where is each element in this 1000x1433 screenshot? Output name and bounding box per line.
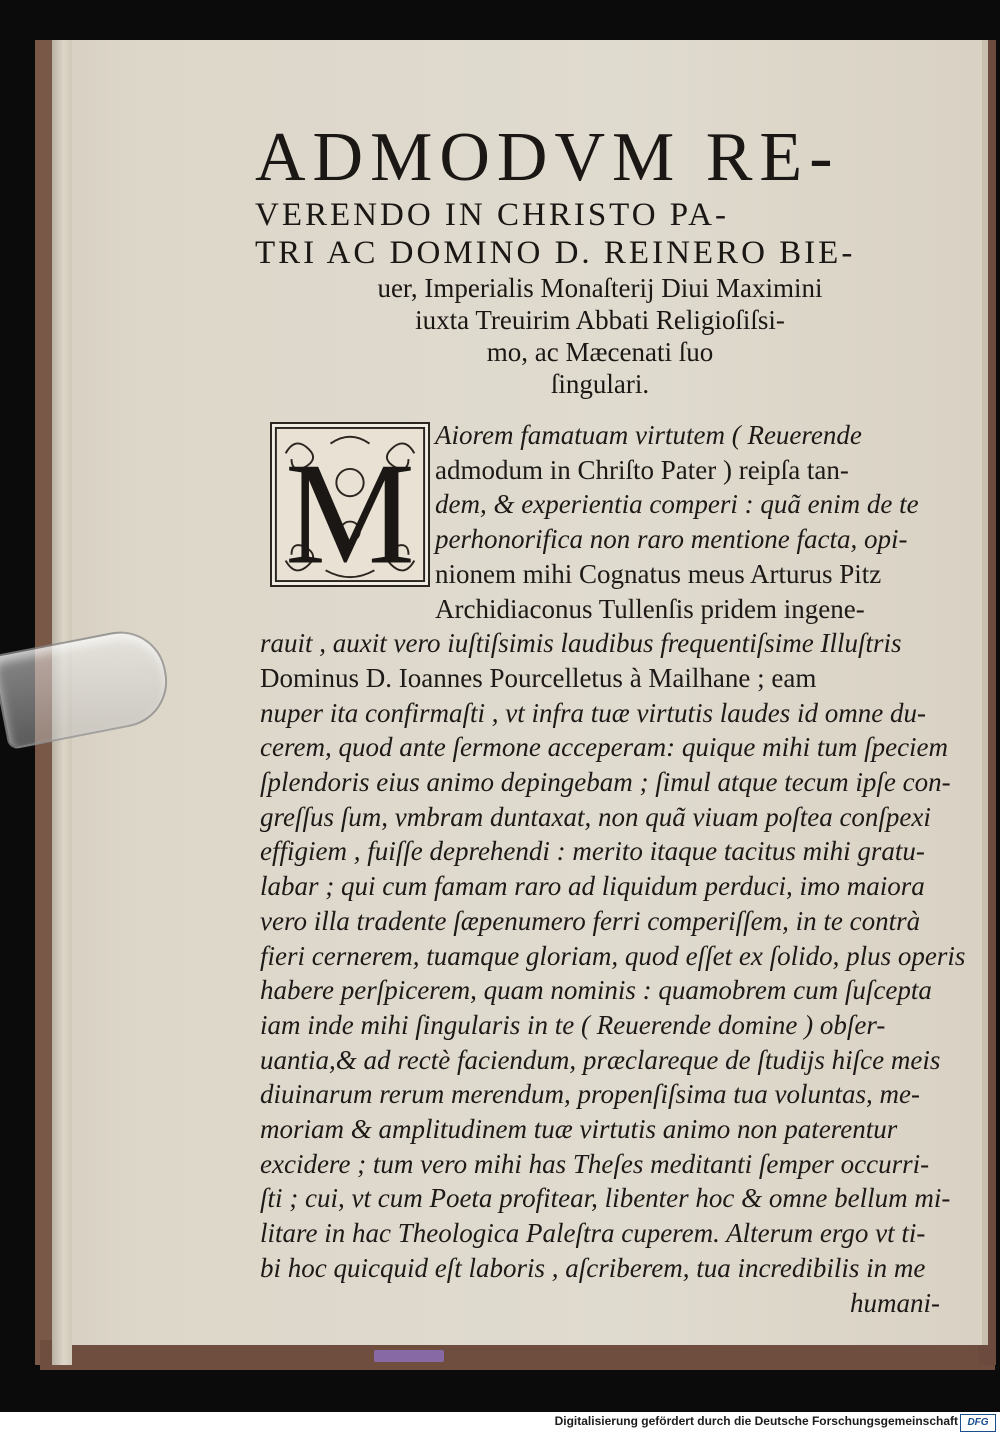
body-line: bi hoc quicquid eſt laboris , aſcriberem, tua incredibilis in me — [260, 1252, 926, 1283]
title-line-2: VERENDO IN CHRISTO PA- — [255, 197, 729, 233]
body-line: ſti ; cui, vt cum Poeta profitear, libenter hoc & omne bellum mi- — [260, 1183, 951, 1214]
dfg-logo: DFG — [960, 1414, 996, 1432]
body-line: vero illa tradente ſæpenumero ferri comperiſſem, in te contrà — [260, 905, 921, 936]
decorated-initial — [270, 422, 430, 587]
title-line-4: uer, Imperialis Monaſterij Diui Maximini — [377, 273, 823, 303]
body-line: Dominus D. Ioannes Pourcelletus à Mailhane ; eam — [260, 662, 817, 693]
title-line-5: iuxta Treuirim Abbati Religioſiſsi- — [415, 305, 785, 335]
body-line: Aiorem famatuam virtutem ( Reuerende — [435, 420, 862, 450]
title-line-1: ADMODVM RE- — [255, 119, 840, 196]
body-line: Archidiaconus Tullenſis pridem ingene- — [435, 593, 865, 624]
body-line: nuper ita confirmaſti , vt infra tuæ virtutis laudes id omne du- — [260, 697, 926, 728]
body-line: fieri cernerem, tuamque gloriam, quod eſſet ex ſolido, plus operis — [260, 940, 966, 971]
library-stamp — [374, 1350, 444, 1362]
body-line: diuinarum rerum merendum, propenſiſsima tua voluntas, me- — [260, 1079, 920, 1110]
body-line: rauit , auxit vero iuſtiſsimis laudibus frequentiſsime Illuſtris — [260, 628, 902, 659]
body-line: admodum in Chriſto Pater ) reipſa tan- — [435, 454, 849, 485]
body-line: nionem mihi Cognatus meus Arturus Pitz — [435, 558, 882, 589]
body-line: uantia,& ad rectè faciendum, præclareque de ſtudijs hiſce meis — [260, 1044, 941, 1075]
title-line-7: ſingulari. — [550, 369, 650, 399]
body-line: labar ; qui cum famam raro ad liquidum perduci, imo maiora — [260, 871, 925, 902]
funding-notice: Digitalisierung gefördert durch die Deutsche Forschungsgemeinschaft — [554, 1414, 958, 1428]
body-line: excidere ; tum vero mihi has Theſes meditanti ſemper occurri- — [260, 1148, 930, 1179]
body-line: moriam & amplitudinem tuæ virtutis animo non paterentur — [260, 1114, 898, 1145]
body-line: litare in hac Theologica Paleſtra cuperem. Alterum ergo vt ti- — [260, 1218, 926, 1249]
title-line-3: TRI AC DOMINO D. REINERO BIE- — [255, 235, 856, 271]
dedication-title — [255, 120, 945, 400]
body-line: effigiem , fuiſſe deprehendi : merito itaque tacitus mihi gratu- — [260, 836, 925, 867]
initial-letter: M — [284, 432, 416, 585]
body-line: greſſus ſum, vmbram duntaxat, non quã viuam poſtea conſpexi — [260, 801, 931, 832]
body-line: dem, & experientia comperi : quã enim de te — [435, 489, 919, 520]
footer-bar — [0, 1412, 1000, 1433]
body-line: ſplendoris eius animo depingebam ; ſimul atque tecum ipſe con- — [260, 767, 951, 798]
body-line: iam inde mihi ſingularis in te ( Reuerende domine ) obſer- — [260, 1009, 886, 1040]
title-line-6: mo, ac Mæcenati ſuo — [486, 337, 714, 367]
body-line: habere perſpicerem, quam nominis : quamobrem cum ſuſcepta — [260, 975, 932, 1006]
body-line: cerem, quod ante ſermone acceperam: quique mihi tum ſpeciem — [260, 732, 949, 763]
body-line: perhonorifica non raro mentione facta, opi- — [435, 524, 908, 555]
body-line: humani- — [850, 1287, 940, 1318]
